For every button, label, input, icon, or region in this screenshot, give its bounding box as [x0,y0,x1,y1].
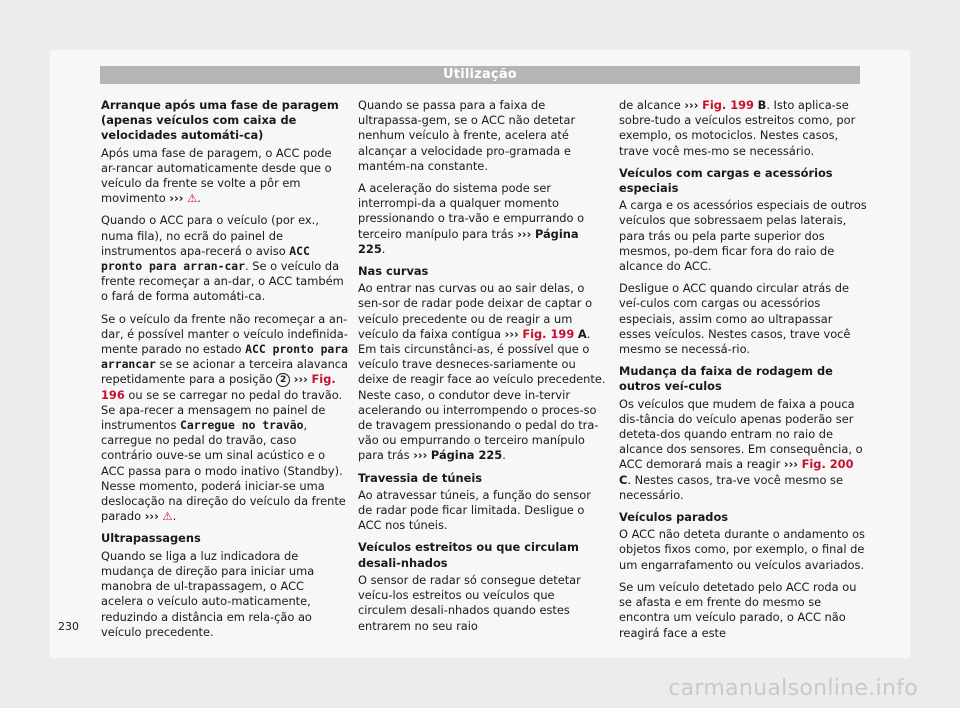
figure-link[interactable]: Fig. 196 [101,372,336,402]
paragraph: Os veículos que mudem de faixa a pouca dis-tância do veículo apenas poderão ser deteta-dos quando entram no raio de alcance dos sensores. Em consequência, o ACC demorará mais a reagir ››› Fig. 200 C. Nestes casos, tra-ve você mesmo se necessário. [619,396,863,502]
paragraph: A aceleração do sistema pode ser interrompi-da a qualquer momento pressionando o tra-vão e empurrando o terceiro manípulo para trás ››› Página 225. [358,181,585,256]
page-link[interactable]: Página 225 [358,226,579,256]
reference-arrow-icon: ››› [413,448,428,463]
display-message: ACC pronto para arran-car [101,243,310,274]
page-header: Utilização [100,66,860,84]
figure-link[interactable]: Fig. 199 [522,326,575,341]
heading-loads: Veículos com cargas e acessórios especiais [619,165,833,196]
page-number: 230 [58,620,79,633]
column-2 [358,98,606,641]
heading-curves: Nas curvas [358,264,429,279]
reference-arrow-icon: ››› [504,326,519,341]
heading-overtaking: Ultrapassagens [101,531,201,546]
paragraph: Após uma fase de paragem, o ACC pode ar-rancar automaticamente desde que o veículo da frente se volte a pôr em movimento ››› ⚠. [101,145,332,206]
paragraph: Ao atravessar túneis, a função do sensor de radar pode ficar limitada. Desligue o ACC nos túneis. [358,487,591,533]
figure-link[interactable]: Fig. 200 [801,457,854,472]
warning-triangle-icon: ⚠ [162,509,173,524]
heading-restart: Arranque após uma fase de paragem (apenas veículos com caixa de velocidades automáti-ca) [101,98,339,143]
paragraph: Quando se passa para a faixa de ultrapassa-gem, se o ACC não detetar nenhum veículo à frente, acelera até alcançar a velocidade pro-gramada e mantém-na constante. [358,98,576,173]
warning-triangle-icon: ⚠ [187,191,198,206]
column-3 [619,98,867,648]
reference-arrow-icon: ››› [684,98,699,112]
position-number: 2 [276,373,290,387]
reference-arrow-icon: ››› [144,509,159,524]
column-1 [101,98,349,647]
paragraph: Quando se liga a luz indicadora de mudança de direção para iniciar uma manobra de ul-trapassagem, o ACC acelera o veículo auto-maticamente, reduzindo a distância em rela-ção ao veículo precedente. [101,548,315,639]
paragraph: Quando o ACC para o veículo (por ex., numa fila), no ecrã do painel de instrumentos apa-recerá o aviso ACC pronto para arran-car. Se o veículo da frente recomeçar a an-dar, o ACC também o fará de forma automáti-ca. [101,213,344,304]
paragraph: Desligue o ACC quando circular atrás de veí-culos com cargas ou acessórios especiais, assim como ao ultrapassar esses veículos. Nestes casos, trave você mesmo se necessá-rio. [619,281,851,357]
figure-link[interactable]: Fig. 199 [702,98,754,112]
display-message: ACC pronto para arrancar [101,342,349,372]
reference-arrow-icon: ››› [783,457,798,472]
paragraph: Ao entrar nas curvas ou ao sair delas, o sen-sor de radar pode deixar de captar o veículo precedente ou de reagir a um veículo da faixa contígua ››› Fig. 199 A. Em tais circunstânci-as, é possível que o veículo trave desneces-sariamente ou deixe de reagir face ao veículo precedente. Neste caso, o condutor deve in-tervir acelerando ou interrompendo o proces-so de travagem pressionando o pedal do tra-vão ou empurrando o terceiro manípulo para trás ››› Página 225. [358,281,606,463]
reference-arrow-icon: ››› [293,372,308,387]
heading-narrow-vehicles: Veículos estreitos ou que circulam desali-nhados [358,540,579,570]
paragraph: Se o veículo da frente não recomeçar a an-dar, é possível manter o veículo indefinida-mente parado no estado ACC pronto para arrancar se se acionar a terceira alavanca repetidamente para a posição 2 ››› Fig. 196 ou se se carregar no pedal do travão. Se apa-recer a mensagem no painel de instrumentos Carregue no travão, carregue no pedal do travão, caso contrário ouve-se um sinal acústico e o ACC passa para o modo inativo (Standby). Nesse momento, poderá iniciar-se uma deslocação na direção do veículo da frente parado ››› ⚠. [101,311,349,524]
paragraph: O ACC não deteta durante o andamento os objetos fixos como, por exemplo, o final de um engarrafamento ou veículos avariados. [619,527,865,572]
paragraph: de alcance ››› Fig. 199 B. Isto aplica-se sobre-tudo a veículos estreitos como, por exemplo, os motociclos. Nestes casos, trave você mes-mo se necessário. [619,98,856,158]
paragraph: Se um veículo detetado pelo ACC roda ou se afasta e em frente do mesmo se encontra um veículo parado, o ACC não reagirá face a este [619,579,857,640]
reference-arrow-icon: ››› [517,226,532,241]
heading-stopped-vehicles: Veículos parados [619,510,729,525]
paragraph: A carga e os acessórios especiais de outros veículos que sobressaem pelas laterais, para trás ou pela parte superior dos mesmos, po-dem ficar fora do raio de alcance do ACC. [619,198,867,274]
watermark: carmanualsonline.info [668,676,918,701]
paragraph: O sensor de radar só consegue detetar veícu-los estreitos ou veículos que circulem desali-nhados quando estes entrarem no seu raio [358,572,581,633]
page-link[interactable]: Página 225 [430,448,503,463]
heading-tunnels: Travessia de túneis [358,470,483,485]
display-message: Carregue no travão [180,418,304,433]
reference-arrow-icon: ››› [169,191,184,206]
heading-lane-change: Mudança da faixa de rodagem de outros veí-culos [619,364,833,394]
